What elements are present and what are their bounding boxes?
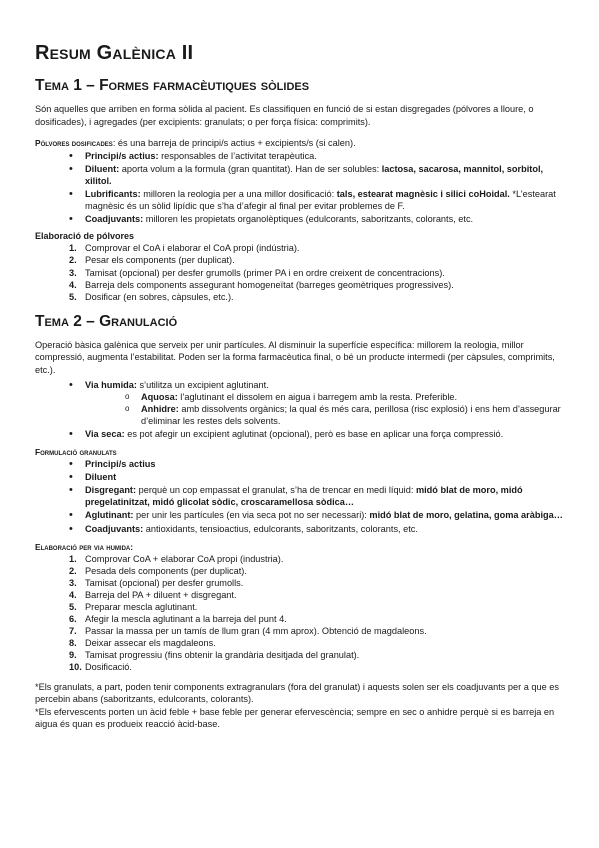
granulacio-methods-list: [35, 379, 564, 440]
formulacio-label: Formulació granulats: [35, 447, 117, 458]
list-item: • Disgregant: perquè un cop empassat el granulat, s’ha de trencar en medi líquid: midó blat de moro, midó pregelatinitzat, midó glicolat sòdic, croscaramellosa sòdica…: [69, 484, 564, 508]
list-item: 6. Afegir la mescla aglutinant a la barreja del punt 4.: [69, 614, 287, 625]
list-item: • Coadjuvants: antioxidants, tensioactius, edulcorants, saboritzants, colorants, etc.: [69, 523, 564, 535]
tema1-heading: Tema 1 – Formes farmacèutiques sòlides: [35, 77, 310, 94]
list-item: 2. Pesar els components (per duplicat).: [69, 255, 235, 266]
list-item: • Via seca: es pot afegir un excipient aglutinat (opcional), però es base en aplicar una força compressió.: [69, 428, 564, 440]
document-title: Resum Galènica II: [35, 42, 194, 64]
polvores-components-list: [35, 150, 564, 226]
list-item: 5. Preparar mescla aglutinant.: [69, 602, 198, 612]
list-item: o Anhidre: amb dissolvents orgànics; la qual és més cara, perillosa (risc explosió) i ens hem d’assegurar d’eliminar les restes dels solvents.: [125, 403, 564, 427]
list-item: 1. Comprovar CoA + elaborar CoA propi (industria).: [69, 553, 284, 564]
list-item: 3. Tamisat (opcional) per desfer grumolls (primer PA i en ordre creixent de concentracions).: [69, 267, 445, 278]
via-humida-sublist: [85, 391, 564, 427]
list-item: • Diluent: [69, 471, 564, 483]
polvores-definition: [35, 137, 564, 150]
list-item: 10. Dosificació.: [69, 662, 132, 673]
list-item: • Coadjuvants: milloren les propietats organolèptiques (edulcorants, saboritzants, colorants, etc.: [69, 213, 564, 225]
list-item: • Diluent: aporta volum a la formula (gran quantitat). Han de ser solubles: lactosa, sacarosa, mannitol, sorbitol, xilitol.: [69, 163, 564, 187]
elaboracio-via-humida-list: [35, 553, 564, 674]
list-item: o Aquosa: l’aglutinant el dissolem en aigua i barregem amb la resta. Preferible.: [125, 391, 564, 403]
list-item: 4. Barreja del PA + diluent + disgregant.: [69, 589, 237, 600]
note-extragranulars: *Els granulats, a part, poden tenir components extragranulars (fora del granulat) i aquests solen ser els coadjuvants per a que es percebin abans (saboritzants, edulcorants, colorants).: [35, 681, 559, 705]
list-item: • Lubrificants: milloren la reologia per a una millor dosificació: tals, estearat magnèsic i silici coHoidal. *L’estearat magnèsic és un sòlid lipídic que s’ha d’afegir al final per evitar problemes de F.: [69, 188, 564, 212]
tema1-intro: Són aquelles que arriben en forma sòlida al pacient. Es classifiquen en funció de si estan disgregades (pólvores a lloure, o dosificades), i agregades (per excipients: granulats; o per força física: comprimits).: [35, 104, 534, 127]
note-efervescents: *Els efervescents porten un àcid feble + base feble per generar efervescència; sempre en sec o anhidre perquè si es barreja en aigua és quan es produeix reacció àcid-base.: [35, 706, 555, 730]
tema2-heading: Tema 2 – Granulació: [35, 312, 178, 330]
list-item: 7. Passar la massa per un tamís de llum gran (4 mm aprox). Obtenció de magdaleons.: [69, 626, 427, 637]
tema2-intro: Operació bàsica galènica que serveix per unir partícules. Al disminuir la superfície específica: millorem la reologia, millor compressió, augmenta l’estabilitat. Poden ser la forma farmacèutica final, o bé un producte intermedi (per càpsules, comprimits, etc.).: [35, 339, 555, 375]
list-item: 5. Dosificar (en sobres, càpsules, etc.).: [69, 291, 234, 302]
list-item: 8. Deixar assecar els magdaleons.: [69, 638, 216, 649]
polvores-label: Pólvores dosificades: [35, 138, 113, 149]
list-item: 9. Tamisat progressiu (fins obtenir la grandària desitjada del granulat).: [69, 650, 360, 661]
list-item: 3. Tamisat (opcional) per desfer grumolls.: [69, 577, 244, 588]
list-item: • Aglutinant: per unir les partícules (en via seca pot no ser necessari): midó blat de moro, gelatina, goma aràbiga…: [69, 509, 564, 521]
elaboracio-polvores-list: [35, 242, 564, 302]
polvores-text: : és una barreja de principi/s actius + excipients/s (si calen).: [112, 138, 356, 149]
elaboracio-polvores-label: Elaboració de pólvores: [35, 231, 135, 242]
formulacio-list: [35, 458, 564, 535]
elaboracio-via-humida-label: Elaboració per via humida:: [35, 541, 134, 552]
list-item: 1. Comprovar el CoA i elaborar el CoA propi (indústria).: [69, 243, 300, 254]
list-item: 2. Pesada dels components (per duplicat).: [69, 565, 247, 576]
list-item: 4. Barreja dels components assegurant homogeneïtat (barreges geomètriques progressives).: [69, 279, 454, 290]
list-item: • Via humida: s’utilitza un excipient aglutinant. o Aquosa: l’aglutinant el dissolem en aigua i barregem amb la resta. Preferible. o Anhidre: amb dissolvents orgànics; la qual és més cara, perillosa (risc explosió) i ens hem d’assegurar d’eliminar les restes dels solvents.: [69, 379, 564, 427]
list-item: • Principi/s actius: [69, 458, 564, 470]
list-item: • Principi/s actius: responsables de l’activitat terapèutica.: [69, 150, 564, 162]
